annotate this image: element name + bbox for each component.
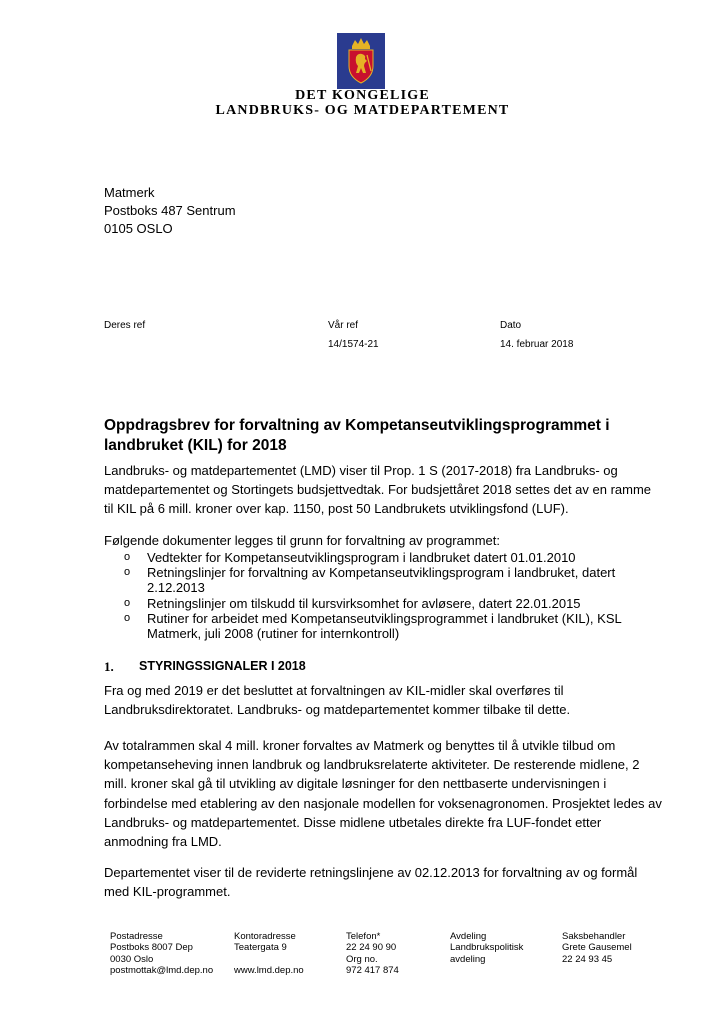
bullet-marker: o <box>124 611 131 624</box>
paragraph-budget: Av totalrammen skal 4 mill. kroner forvaltes av Matmerk og benyttes til å utvikle tilbud om kompetanseheving innen landbruk og landbruksrelaterte aktiviteter. De resterende midlene, 2 mill. kroner skal gå til utvikling av digitale løsninger for den nettbaserte undervisningen i forbindelse med etablering av den nasjonale modellen for voksenagronomen. Prosjektet ledes av Landbruks- og matdepartementet. Disse midlene utbetales direkte fra LUF-fondet etter anmodning fra LMD. <box>104 738 662 850</box>
list-item: o Retningslinjer om tilskudd til kursvirksomhet for avløsere, datert 22.01.2015 <box>124 595 581 611</box>
bullet-marker: o <box>124 551 131 563</box>
letter-title <box>104 416 664 456</box>
documents-intro: Følgende dokumenter legges til grunn for forvaltning av programmet: <box>104 533 500 548</box>
footer-telefon: Telefon* 22 24 90 90 Org no. 972 417 874 <box>346 931 399 976</box>
var-ref-value: 14/1574-21 <box>328 339 379 350</box>
recipient-address <box>104 184 236 238</box>
dato-value: 14. februar 2018 <box>500 339 574 350</box>
list-item: o Retningslinjer for forvaltning av Kompetanseutviklingsprogram i landbruket, datert 2.12.2013 <box>124 565 616 596</box>
deres-ref-label: Deres ref <box>104 320 146 331</box>
footer-website: www.lmd.dep.no <box>234 964 304 976</box>
dato-label: Dato <box>500 320 522 331</box>
paragraph-guidelines: Departementet viser til de reviderte retningslinjene av 02.12.2013 for forvaltning av og formål med KIL-programmet. <box>104 865 638 900</box>
section-number: 1. <box>104 659 114 674</box>
footer-saksbehandler: Saksbehandler Grete Gausemel 22 24 93 45 <box>562 931 632 965</box>
ministry-name-line2: LANDBRUKS- OG MATDEPARTEMENT <box>215 103 510 118</box>
var-ref-label: Vår ref <box>328 320 359 331</box>
list-item: o Rutiner for arbeidet med Kompetanseutviklingsprogrammet i landbruket (KIL), KSL Matmerk, juli 2008 (rutiner for internkontroll) <box>124 610 622 642</box>
section-heading: STYRINGSSIGNALER I 2018 <box>139 659 306 673</box>
letter-title-line1: Oppdragsbrev for forvaltning av Kompetanseutviklingsprogrammet i <box>104 417 610 434</box>
footer-avdeling: Avdeling Landbrukspolitisk avdeling <box>450 931 524 965</box>
footer-email: postmottak@lmd.dep.no <box>110 964 214 976</box>
footer-kontoradresse: Kontoradresse Teatergata 9 www.lmd.dep.no <box>234 931 304 976</box>
list-item: o Vedtekter for Kompetanseutviklingsprogram i landbruket datert 01.01.2010 <box>124 550 576 565</box>
documents-list <box>124 550 664 641</box>
bullet-marker: o <box>124 596 131 609</box>
paragraph-transfer: Fra og med 2019 er det besluttet at forvaltningen av KIL-midler skal overføres til Landbruksdirektoratet. Landbruks- og matdepartementet kommer tilbake til dette. <box>104 683 571 718</box>
letter-title-line2: landbruket (KIL) for 2018 <box>104 437 287 454</box>
recipient-street: Postboks 487 Sentrum <box>104 203 236 218</box>
ministry-name-line1: DET KONGELIGE <box>295 88 430 103</box>
footer-postadresse: Postadresse Postboks 8007 Dep 0030 Oslo postmottak@lmd.dep.no <box>110 931 214 976</box>
intro-paragraph: Landbruks- og matdepartementet (LMD) viser til Prop. 1 S (2017-2018) fra Landbruks- og matdepartementet og Stortingets budsjettvedtak. For budsjettåret 2018 settes det av en ramme til KIL på 6 mill. kroner over kap. 1150, post 50 Landbrukets utviklingsfond (LUF). <box>104 463 652 517</box>
coat-of-arms-logo <box>337 33 385 89</box>
bullet-marker: o <box>124 566 131 579</box>
recipient-city: 0105 OSLO <box>104 221 173 236</box>
recipient-name: Matmerk <box>104 185 155 200</box>
